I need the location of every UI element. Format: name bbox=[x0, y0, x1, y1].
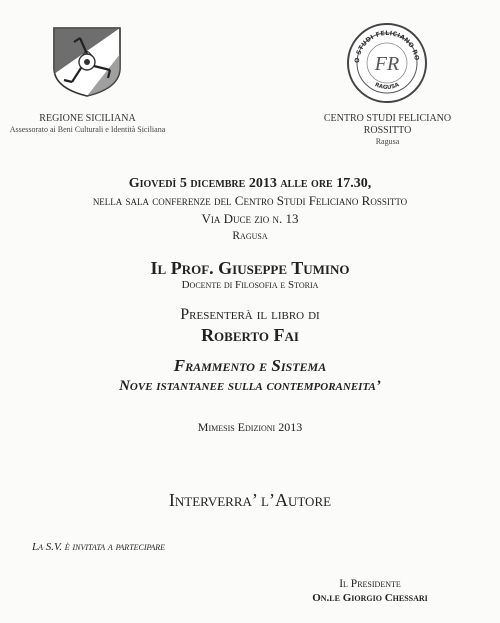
book-title: Frammento e Sistema bbox=[173, 356, 327, 375]
book-publisher: Mimesis Edizioni 2013 bbox=[197, 420, 303, 434]
left-org-subtitle: Assessorato ai Beni Culturali e Identità Siciliana bbox=[9, 125, 166, 134]
left-org-name: REGIONE SICILIANA bbox=[39, 113, 136, 124]
centro-studi-seal bbox=[346, 22, 428, 104]
invitation-line: La S.V. è invitata a partecipare bbox=[32, 541, 166, 553]
left-organization bbox=[0, 113, 175, 135]
right-organization bbox=[300, 113, 475, 147]
regione-siciliana-emblem bbox=[50, 24, 124, 98]
event-city: Ragusa bbox=[232, 230, 268, 242]
speaker-name: Il Prof. Giuseppe Tumino bbox=[150, 258, 350, 278]
signature-name: On.le Giorgio Chessari bbox=[312, 592, 428, 604]
seal-monogram: FR bbox=[374, 53, 400, 75]
signature-title: Il Presidente bbox=[339, 578, 401, 590]
event-date: Giovedì 5 dicembre 2013 alle ore 17.30, bbox=[128, 176, 372, 191]
event-venue: nella sala conferenze del Centro Studi Feliciano Rossitto bbox=[92, 193, 408, 208]
presents-line: Presenterà il libro di bbox=[180, 306, 320, 323]
author-present-notice: Interverra’ l’Autore bbox=[168, 490, 332, 510]
book-author: Roberto Fai bbox=[201, 325, 299, 345]
event-address: Via Duce zio n. 13 bbox=[201, 211, 299, 226]
seal-bottom-text: RAGUSA bbox=[373, 82, 401, 91]
right-org-name: CENTRO STUDI FELICIANO ROSSITTO bbox=[323, 113, 452, 136]
book-subtitle: Nove istantanee sulla contemporaneita’ bbox=[119, 378, 381, 394]
speaker-role: Docente di Filosofia e Storia bbox=[181, 279, 319, 291]
right-org-subtitle: Ragusa bbox=[375, 137, 400, 146]
seal-top-text: O STUDI FELICIANO RO bbox=[353, 29, 420, 64]
